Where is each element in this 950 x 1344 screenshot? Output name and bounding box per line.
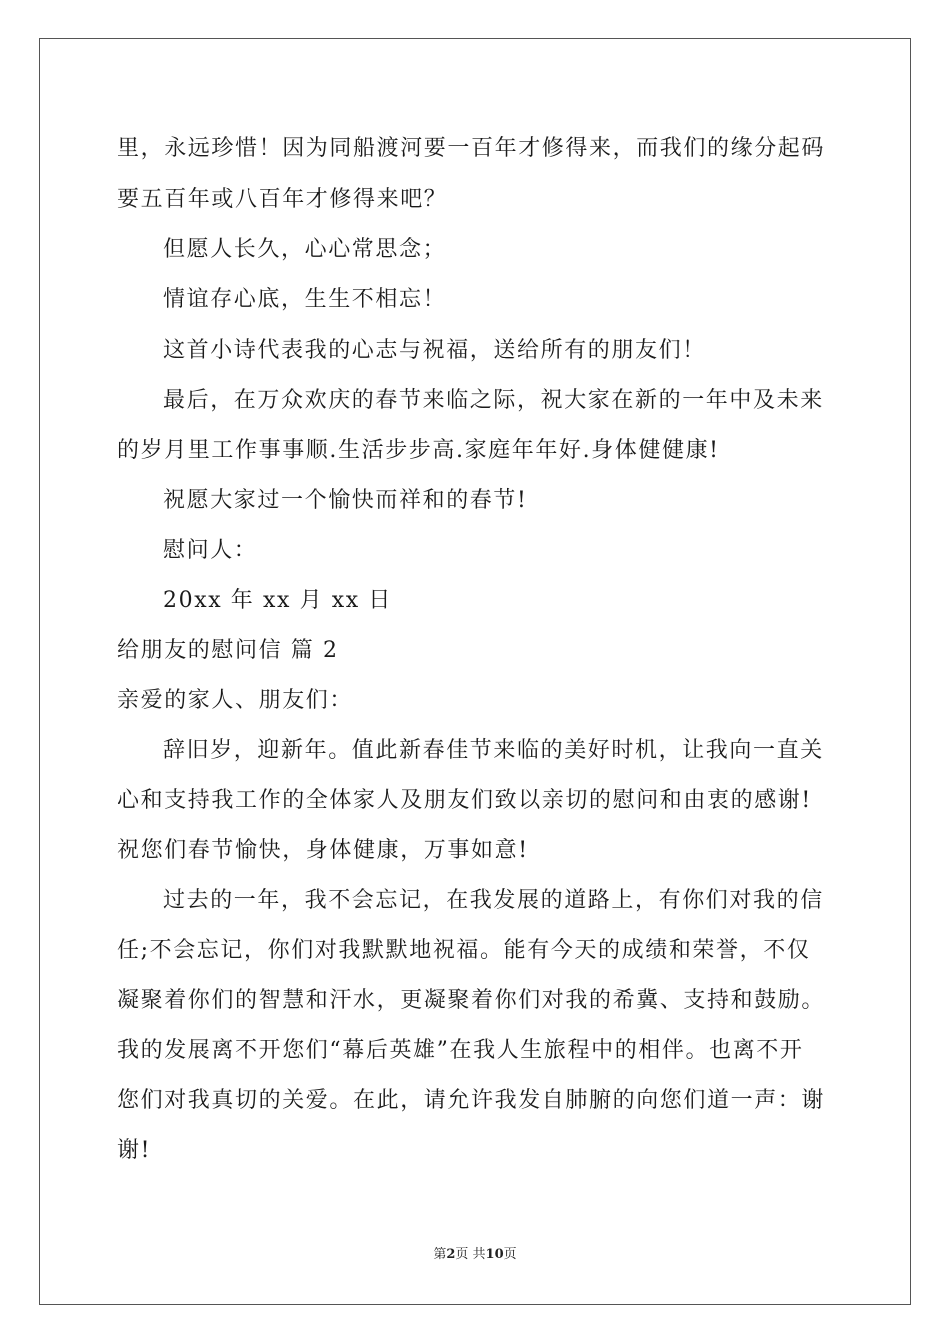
total-page-number: 10 — [485, 1247, 504, 1262]
body-line: 里，永远珍惜！因为同船渡河要一百年才修得来，而我们的缘分起码 — [117, 136, 826, 161]
page-label-suffix: 页 — [503, 1247, 517, 1262]
poem-line: 情谊存心底，生生不相忘！ — [163, 287, 447, 312]
body-line: 的岁月里工作事事顺.生活步步高.家庭年年好.身体健健康! — [117, 438, 720, 463]
page-number-footer — [0, 1246, 950, 1264]
current-page-number: 2 — [446, 1247, 456, 1262]
body-line: 我的发展离不开您们“幕后英雄”在我人生旅程中的相伴。也离不开 — [117, 1038, 804, 1063]
body-line: 要五百年或八百年才修得来吧？ — [117, 187, 448, 212]
page-label-mid: 页 共 — [455, 1247, 486, 1262]
body-line: 任;不会忘记，你们对我默默地祝福。能有今天的成绩和荣誉，不仅 — [117, 938, 811, 963]
body-line: 辞旧岁，迎新年。值此新春佳节来临的美好时机，让我向一直关 — [163, 738, 824, 763]
body-line: 过去的一年，我不会忘记，在我发展的道路上，有你们对我的信 — [163, 888, 824, 913]
body-line: 凝聚着你们的智慧和汗水，更凝聚着你们对我的希冀、支持和鼓励。 — [117, 988, 826, 1013]
body-line: 您们对我真切的关爱。在此，请允许我发自肺腑的向您们道一声：谢 — [117, 1088, 826, 1113]
body-line: 祝您们春节愉快，身体健康，万事如意! — [117, 838, 529, 863]
signature-label: 慰问人： — [163, 538, 258, 563]
poem-line: 但愿人长久，心心常思念； — [163, 237, 447, 262]
body-line: 最后，在万众欢庆的春节来临之际，祝大家在新的一年中及未来 — [163, 388, 824, 413]
body-line: 心和支持我工作的全体家人及朋友们致以亲切的慰问和由衷的感谢! — [117, 788, 812, 813]
date-line: 20xx 年 xx 月 xx 日 — [163, 588, 393, 613]
section-heading: 给朋友的慰问信 篇 2 — [117, 638, 339, 663]
salutation: 亲爱的家人、朋友们： — [117, 688, 354, 713]
page-label-prefix: 第 — [433, 1247, 447, 1262]
body-line: 这首小诗代表我的心志与祝福，送给所有的朋友们！ — [163, 338, 706, 363]
body-line: 谢! — [117, 1138, 152, 1163]
body-line: 祝愿大家过一个愉快而祥和的春节! — [163, 488, 528, 513]
